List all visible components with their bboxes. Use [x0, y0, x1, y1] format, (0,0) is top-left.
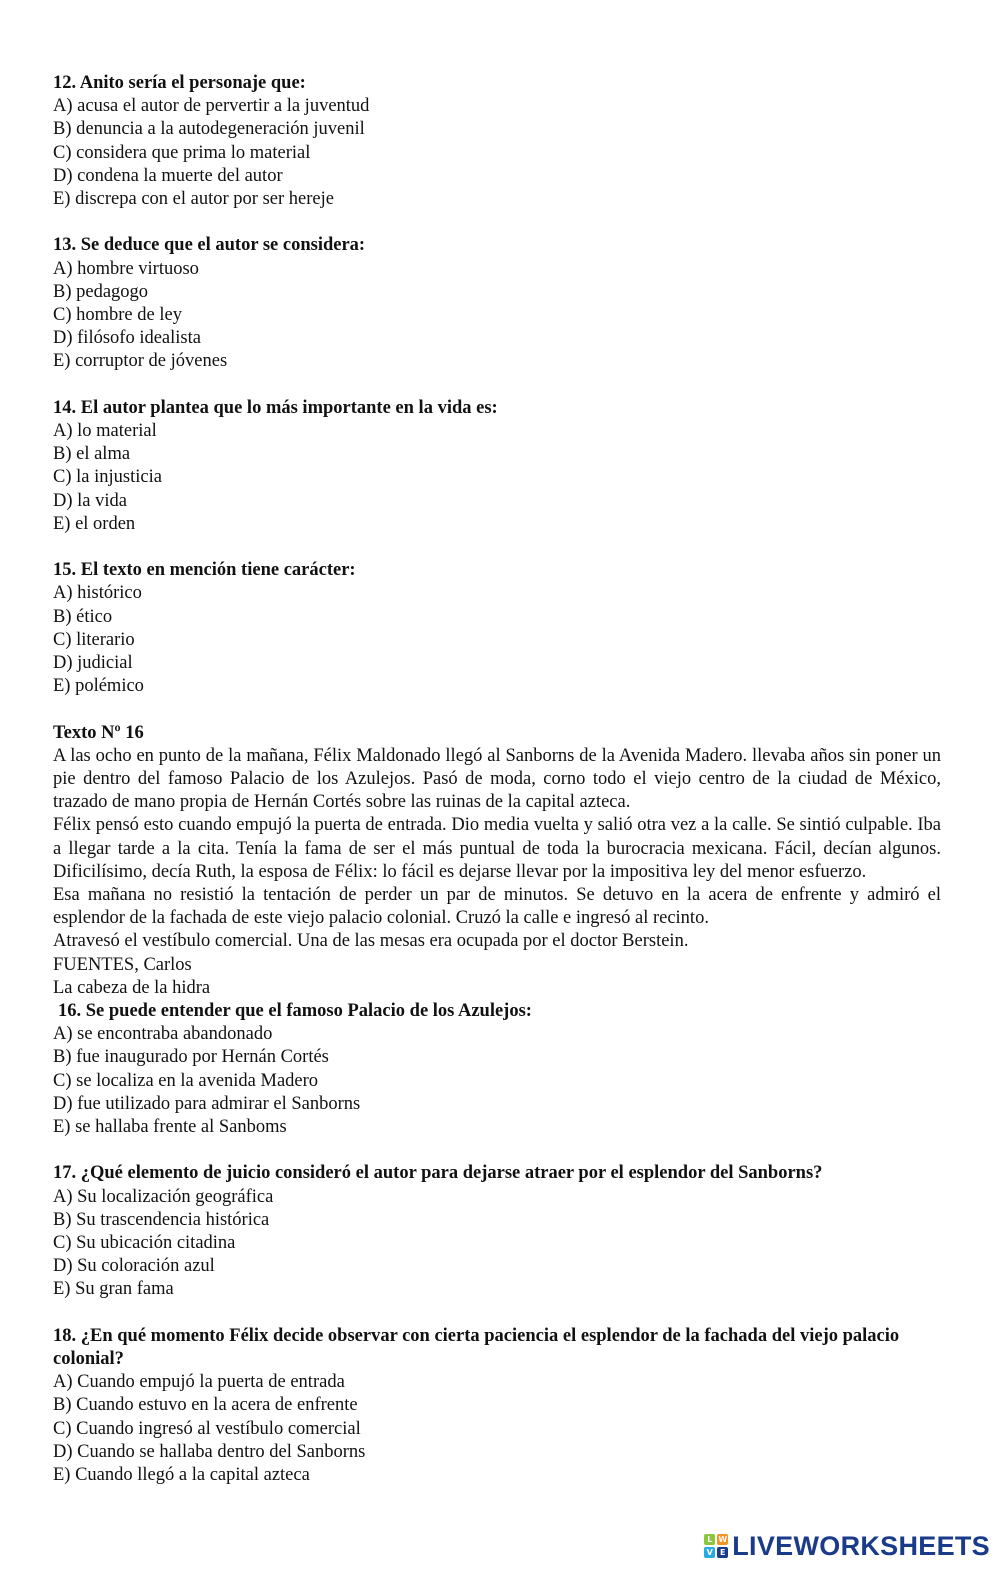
liveworksheets-logo[interactable] — [704, 1532, 990, 1560]
answer-option: A) se encontraba abandonado — [53, 1024, 273, 1045]
question-16 — [53, 1000, 953, 1139]
answer-option: C) hombre de ley — [53, 305, 182, 326]
logo-letter: L — [704, 1534, 715, 1545]
answer-option: B) Su trascendencia histórica — [53, 1209, 270, 1230]
answer-option: D) Su coloración azul — [53, 1256, 215, 1277]
answer-option: A) hombre virtuoso — [53, 258, 199, 279]
text-title: Texto Nº 16 — [53, 722, 144, 743]
answer-option: C) literario — [53, 629, 135, 650]
answer-option: C) Su ubicación citadina — [53, 1233, 236, 1254]
reading-text-16 — [53, 722, 953, 1000]
answer-option: E) polémico — [53, 676, 144, 697]
question-title: 17. ¿Qué elemento de juicio consideró el autor para dejarse atraer por el esplendor del Sanborns? — [53, 1163, 823, 1184]
logo-letter: E — [717, 1547, 728, 1558]
answer-option: D) Cuando se hallaba dentro del Sanborns — [53, 1441, 366, 1462]
answer-option: B) pedagogo — [53, 281, 149, 302]
answer-option: E) el orden — [53, 513, 136, 534]
question-15 — [53, 559, 953, 698]
answer-option: B) fue inaugurado por Hernán Cortés — [53, 1047, 329, 1068]
text-paragraph: A las ocho en punto de la mañana, Félix Maldonado llegó al Sanborns de la Avenida Madero. llevaba años sin poner un pie dentro del famoso Palacio de los Azulejos. Pasó de moda, corno todo el viejo centro de la ciudad de México, trazado de mano propia de Hernán Cortés sobre las ruinas de la capital azteca. — [53, 745, 941, 813]
logo-text: LIVEWORKSHEETS — [732, 1530, 990, 1561]
answer-option: A) lo material — [53, 421, 157, 442]
answer-option: C) Cuando ingresó al vestíbulo comercial — [53, 1418, 361, 1439]
answer-option: B) el alma — [53, 444, 131, 465]
question-14 — [53, 397, 953, 536]
question-title: 18. ¿En qué momento Félix decide observar con cierta paciencia el esplendor de la fachada del viejo palacio colonial? — [53, 1325, 900, 1370]
answer-option: C) se localiza en la avenida Madero — [53, 1070, 319, 1091]
answer-option: B) denuncia a la autodegeneración juvenil — [53, 119, 365, 140]
question-18 — [53, 1325, 953, 1487]
answer-option: E) discrepa con el autor por ser hereje — [53, 189, 334, 210]
text-author: FUENTES, Carlos — [53, 954, 192, 975]
logo-icon — [704, 1534, 728, 1558]
answer-option: D) filósofo idealista — [53, 328, 201, 349]
question-title: 15. El texto en mención tiene carácter: — [53, 560, 356, 581]
answer-option: A) Cuando empujó la puerta de entrada — [53, 1372, 345, 1393]
answer-option: D) judicial — [53, 653, 133, 674]
answer-option: D) fue utilizado para admirar el Sanborns — [53, 1093, 361, 1114]
question-17 — [53, 1162, 953, 1301]
answer-option: E) se hallaba frente al Sanboms — [53, 1117, 287, 1138]
answer-option: E) Cuando llegó a la capital azteca — [53, 1465, 310, 1486]
question-title: 16. Se puede entender que el famoso Palacio de los Azulejos: — [58, 1001, 532, 1022]
answer-option: B) Cuando estuvo en la acera de enfrente — [53, 1395, 358, 1416]
question-title: 14. El autor plantea que lo más importante en la vida es: — [53, 397, 498, 418]
logo-letter: V — [704, 1547, 715, 1558]
answer-option: C) la injusticia — [53, 467, 162, 488]
answer-option: A) acusa el autor de pervertir a la juventud — [53, 96, 370, 117]
answer-option: A) histórico — [53, 583, 142, 604]
text-book: La cabeza de la hidra — [53, 977, 211, 998]
logo-letter: W — [718, 1535, 728, 1544]
question-13 — [53, 234, 953, 373]
text-paragraph: Félix pensó esto cuando empujó la puerta de entrada. Dio media vuelta y salió otra vez a la calle. Se sintió culpable. Iba a llegar tarde a la cita. Tenía la fama de ser el más puntual de toda la burocracia mexicana. Fácil, decían algunos. Dificilísimo, decía Ruth, la esposa de Félix: lo fácil es dejarse llevar por la impositiva ley del menor esfuerzo. — [53, 815, 941, 882]
text-paragraph: Esa mañana no resistió la tentación de perder un par de minutos. Se detuvo en la acera de enfrente y admiró el esplendor de la fachada de este viejo palacio colonial. Cruzó la calle e ingresó al recinto. — [53, 885, 941, 929]
answer-option: E) corruptor de jóvenes — [53, 351, 228, 372]
answer-option: D) condena la muerte del autor — [53, 165, 283, 186]
answer-option: E) Su gran fama — [53, 1279, 174, 1300]
answer-option: D) la vida — [53, 490, 127, 511]
answer-option: B) ético — [53, 606, 113, 627]
worksheet-page — [53, 72, 953, 1487]
answer-option: C) considera que prima lo material — [53, 142, 311, 163]
question-title: 13. Se deduce que el autor se considera: — [53, 235, 366, 256]
question-title: 12. Anito sería el personaje que: — [53, 73, 306, 93]
answer-option: A) Su localización geográfica — [53, 1186, 274, 1207]
text-paragraph: Atravesó el vestíbulo comercial. Una de las mesas era ocupada por el doctor Berstein. — [53, 931, 689, 952]
question-12 — [53, 72, 953, 211]
